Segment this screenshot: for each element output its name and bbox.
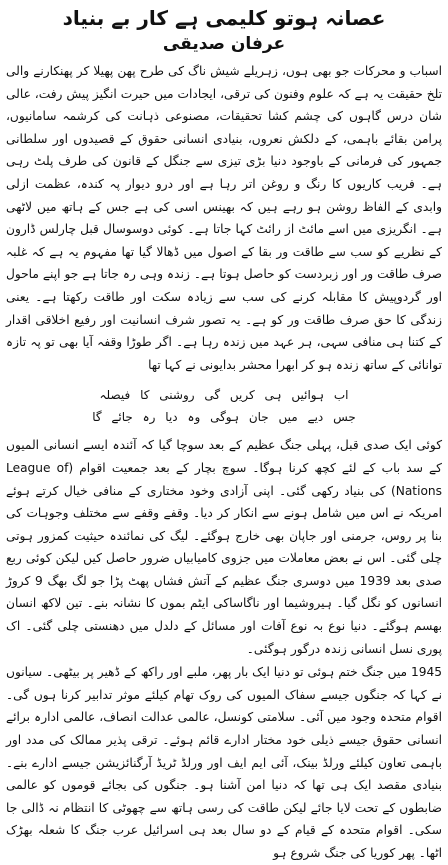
- article-paragraph-3: 1945 میں جنگ ختم ہوئی تو دنیا ایک بار پھر، ملبے اور راکھ کے ڈھیر پر بیٹھی۔ سیانوں نے کہا کہ جنگوں جیسے سفاک المیوں کی روک تھام کیلئے موثر تدابیر کرنا ہوں گی۔ اقوام متحدہ وجود میں آئی۔ سلامتی کونسل، عالمی عدالت انصاف، عالمی ادارہ برائے انسانی حقوق جیسے ذیلی خود مختار ادارے قائم ہوئے۔ ترقی پذیر ممالک کی مدد اور باہمی تعاون کیلئے ورلڈ بینک، آئی ایم ایف اور ورلڈ ٹریڈ آرگنائزیشن جیسے ادارے بنے۔ بنیادی مقصد ایک ہی تھا کہ دنیا امن آشنا ہو۔ جنگوں کی بجائے قوموں کو عالمی ضابطوں کے تحت لایا جائے لیکن طاقت کی رسی ہاتھ سے چھوٹی کا انتظام نہ ڈالی جا سکی۔ اقوام متحدہ کے قیام کے دو سال بعد ہی اسرائیل عرب جنگ کا شعلہ بھڑک اٹھا۔ پھر کوریا کی جنگ شروع ہو: [6, 665, 442, 860]
- article-paragraph-2: کوئی ایک صدی قبل، پہلی جنگ عظیم کے بعد سوچا گیا کہ آئندہ ایسے انسانی المیوں کے سد باب کے لئے کچھ کرنا ہوگا۔ سوچ بچار کے بعد جمعیت اقوام (League of Nations) کی بنیاد رکھی گئی۔ اپنی آزادی وخود مختاری کے منافی خیال کرتے ہوئے امریکہ نے اس میں شامل ہونے سے انکار کر دیا۔ وقفے وقفے سے مختلف وجوہات کی بنا پر روس، جرمنی اور جاپان بھی خارج ہوگئے۔ لیگ کی نمائندہ حیثیت کمزور ہوتی چلی گئی۔ اس نے بعض معاملات میں جزوی کامیابیاں ضرور حاصل کیں لیکن کوئی ربع صدی بعد 1939 میں دوسری جنگ عظیم کے آتش فشاں پھٹ پڑا جو لگ بھگ 9 کروڑ انسانوں کو نگل گیا۔ ہیروشیما اور ناگاساکی ایٹم بموں کا نشانہ بنے۔ تین لاکھ انسان بھسم ہوگئے۔ دنیا نوع بہ نوع آفات اور مسائل کے دلدل میں دھنستی چلی گئی۔ اک پوری نسل انسانی زندہ درگور ہوگئی۔: [6, 438, 443, 656]
- verse-block: [6, 384, 442, 428]
- verse-line-2: جس دیے میں جان ہوگی وہ دیا رہ جائے گا: [92, 410, 356, 425]
- article-paragraph-1: اسباب و محرکات جو بھی ہوں، زہریلے شیش ناگ کی طرح پھن پھیلا کر پھنکارنے والی تلخ حقیقت یہ ہے کہ علوم وفنون کی ترقی، ایجادات میں حیرت انگیز پیش رفت، عالی شان درس گاہوں کی چشم کشا تحقیقات، مصنوعی ذہانت کی کرشمہ سامانیوں، پرامن بقائے باہمی، کے دلکش نعروں، بنیادی انسانی حقوق کے قصیدوں اور سلطانی جمہور کی فرمانی کے باوجود دنیا بڑی تیزی سے جنگل کے قانون کی طرف پلٹ رہی ہے۔ فریب کاریوں کا رنگ و روغن اتر رہا ہے اور درو دیوار پہ کندہ، عظمت ازلی وابدی کے الفاظ روشن ہو رہے ہیں کہ بھینس اسی کی ہے جس کے ہاتھ میں لاٹھی ہے۔ انگریزی میں اسے مائٹ از رائٹ کہا جاتا ہے۔ کوئی دوسوسال قبل چارلس ڈارون کے نظریے کو سب سے طاقت ور بقا کے اصول میں ڈھالا گیا تھا مفہوم یہ ہے کہ غلبہ صرف طاقت ور اور زبردست کو حاصل ہوتا ہے۔ زندہ وہی رہ جاتا ہے جو اپنے ماحول اور گردوپیش کا مقابلہ کرنے کی سب سے زیادہ سکت اور طاقت رکھتا ہے۔ یعنی زندگی کا حق صرف طاقت ور کو ہے۔ یہ تصور شرف انسانیت اور رفیع اخلاقی اقدار کے کتنا ہی منافی سہی، ہر عہد میں زندہ رہا ہے۔ اگر طوڑا وقفہ آیا بھی تو پہ تازہ توانائی کے ساتھ زندہ ہو کر ابھرا محشر بدایونی نے کہا تھا: [6, 64, 442, 372]
- article-headline: عصانہ ہوتو کلیمی ہے کار بے بنیاد: [62, 6, 386, 30]
- verse-line-1: اب ہوائیں ہی کریں گی روشنی کا فیصلہ: [99, 388, 349, 403]
- article-author: عرفان صدیقی: [162, 34, 286, 54]
